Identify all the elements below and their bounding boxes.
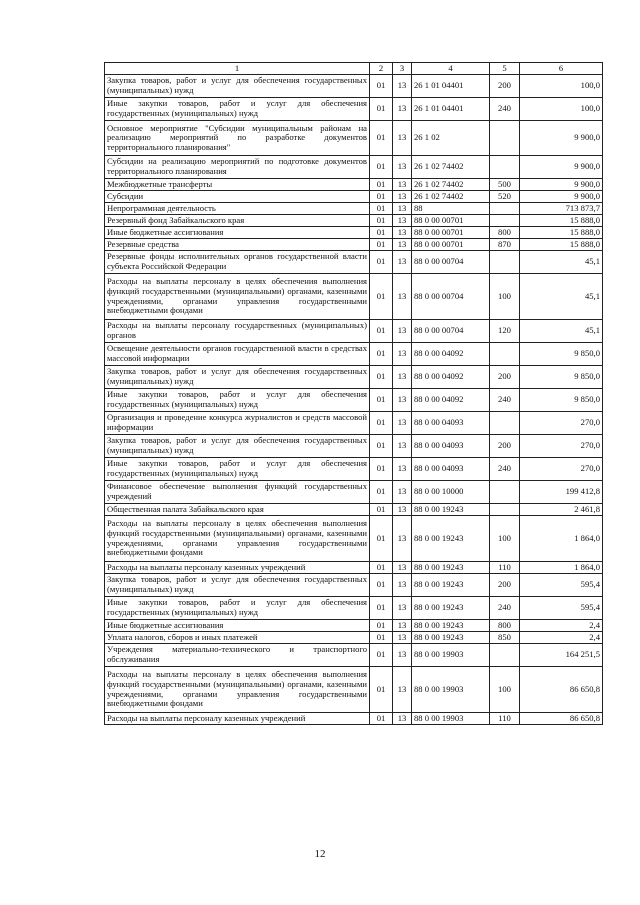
cell-section: 01 bbox=[370, 343, 393, 366]
cell-expense-type: 500 bbox=[490, 179, 520, 191]
table-body bbox=[105, 63, 603, 725]
cell-subsection: 13 bbox=[393, 179, 412, 191]
cell-description: Закупка товаров, работ и услуг для обеспечения государственных (муниципальных) нужд bbox=[105, 366, 370, 389]
header-col-4: 4 bbox=[412, 63, 490, 75]
cell-description: Расходы на выплаты персоналу в целях обеспечения выполнения функций государственными (муниципальными) органами, казенными учреждениями, органами управления государственными внебюджетными фондами bbox=[105, 274, 370, 320]
cell-target-article: 88 0 00 00704 bbox=[412, 274, 490, 320]
table-row bbox=[105, 366, 603, 389]
cell-expense-type bbox=[490, 481, 520, 504]
header-row bbox=[105, 63, 603, 75]
header-col-5: 5 bbox=[490, 63, 520, 75]
cell-description: Иные закупки товаров, работ и услуг для обеспечения государственных (муниципальных) нужд bbox=[105, 98, 370, 121]
cell-target-article: 26 1 02 74402 bbox=[412, 179, 490, 191]
cell-subsection: 13 bbox=[393, 504, 412, 516]
cell-amount: 595,4 bbox=[520, 597, 603, 620]
cell-section: 01 bbox=[370, 504, 393, 516]
cell-amount: 270,0 bbox=[520, 435, 603, 458]
cell-section: 01 bbox=[370, 179, 393, 191]
cell-amount: 2,4 bbox=[520, 632, 603, 644]
cell-description: Расходы на выплаты персоналу казенных учреждений bbox=[105, 562, 370, 574]
cell-description: Организация и проведение конкурса журналистов и средств массовой информации bbox=[105, 412, 370, 435]
cell-description: Иные бюджетные ассигнования bbox=[105, 227, 370, 239]
table-row bbox=[105, 191, 603, 203]
cell-description: Иные закупки товаров, работ и услуг для обеспечения государственных (муниципальных) нужд bbox=[105, 597, 370, 620]
cell-target-article: 88 0 00 04092 bbox=[412, 366, 490, 389]
cell-description: Расходы на выплаты персоналу в целях обеспечения выполнения функций государственными (муниципальными) органами, казенными учреждениями, органами управления государственными внебюджетными фондами bbox=[105, 667, 370, 713]
cell-amount: 1 864,0 bbox=[520, 562, 603, 574]
cell-section: 01 bbox=[370, 713, 393, 725]
table-row bbox=[105, 203, 603, 215]
cell-amount: 9 900,0 bbox=[520, 121, 603, 156]
cell-description: Иные закупки товаров, работ и услуг для обеспечения государственных (муниципальных) нужд bbox=[105, 389, 370, 412]
table-row bbox=[105, 620, 603, 632]
cell-target-article: 88 0 00 04093 bbox=[412, 412, 490, 435]
cell-section: 01 bbox=[370, 389, 393, 412]
cell-target-article: 88 0 00 04093 bbox=[412, 435, 490, 458]
cell-section: 01 bbox=[370, 98, 393, 121]
table-row bbox=[105, 274, 603, 320]
cell-target-article: 88 0 00 00704 bbox=[412, 251, 490, 274]
cell-section: 01 bbox=[370, 251, 393, 274]
cell-subsection: 13 bbox=[393, 516, 412, 562]
cell-expense-type bbox=[490, 215, 520, 227]
header-col-6: 6 bbox=[520, 63, 603, 75]
cell-subsection: 13 bbox=[393, 412, 412, 435]
cell-target-article: 88 0 00 19243 bbox=[412, 620, 490, 632]
cell-target-article: 26 1 02 bbox=[412, 121, 490, 156]
cell-description: Расходы на выплаты персоналу государственных (муниципальных) органов bbox=[105, 320, 370, 343]
cell-subsection: 13 bbox=[393, 98, 412, 121]
cell-expense-type bbox=[490, 251, 520, 274]
cell-expense-type: 100 bbox=[490, 274, 520, 320]
cell-section: 01 bbox=[370, 644, 393, 667]
cell-description: Учреждения материально-технического и транспортного обслуживания bbox=[105, 644, 370, 667]
cell-description: Закупка товаров, работ и услуг для обеспечения государственных (муниципальных) нужд bbox=[105, 435, 370, 458]
cell-section: 01 bbox=[370, 75, 393, 98]
page-number: 12 bbox=[314, 848, 326, 860]
cell-amount: 9 850,0 bbox=[520, 366, 603, 389]
cell-target-article: 88 0 00 19243 bbox=[412, 632, 490, 644]
table-row bbox=[105, 435, 603, 458]
cell-subsection: 13 bbox=[393, 389, 412, 412]
cell-section: 01 bbox=[370, 574, 393, 597]
table-row bbox=[105, 713, 603, 725]
cell-target-article: 88 0 00 04092 bbox=[412, 343, 490, 366]
cell-amount: 45,1 bbox=[520, 251, 603, 274]
cell-description: Субсидии на реализацию мероприятий по подготовке документов территориального планирования bbox=[105, 156, 370, 179]
cell-section: 01 bbox=[370, 227, 393, 239]
cell-expense-type: 200 bbox=[490, 75, 520, 98]
cell-section: 01 bbox=[370, 121, 393, 156]
cell-expense-type: 800 bbox=[490, 227, 520, 239]
cell-subsection: 13 bbox=[393, 274, 412, 320]
cell-target-article: 88 0 00 19243 bbox=[412, 516, 490, 562]
cell-section: 01 bbox=[370, 366, 393, 389]
cell-expense-type: 240 bbox=[490, 458, 520, 481]
cell-subsection: 13 bbox=[393, 435, 412, 458]
table-row bbox=[105, 121, 603, 156]
cell-amount: 9 850,0 bbox=[520, 343, 603, 366]
cell-target-article: 88 0 00 00704 bbox=[412, 320, 490, 343]
cell-amount: 15 888,0 bbox=[520, 239, 603, 251]
cell-section: 01 bbox=[370, 516, 393, 562]
table-row bbox=[105, 481, 603, 504]
table-row bbox=[105, 251, 603, 274]
table-row bbox=[105, 667, 603, 713]
cell-expense-type: 200 bbox=[490, 574, 520, 597]
cell-amount: 86 650,8 bbox=[520, 667, 603, 713]
cell-subsection: 13 bbox=[393, 239, 412, 251]
cell-subsection: 13 bbox=[393, 644, 412, 667]
cell-expense-type: 110 bbox=[490, 713, 520, 725]
cell-subsection: 13 bbox=[393, 75, 412, 98]
cell-section: 01 bbox=[370, 597, 393, 620]
cell-subsection: 13 bbox=[393, 227, 412, 239]
cell-subsection: 13 bbox=[393, 458, 412, 481]
cell-target-article: 88 0 00 00701 bbox=[412, 239, 490, 251]
cell-description: Резервные средства bbox=[105, 239, 370, 251]
cell-description: Общественная палата Забайкальского края bbox=[105, 504, 370, 516]
cell-amount: 86 650,8 bbox=[520, 713, 603, 725]
cell-expense-type bbox=[490, 644, 520, 667]
cell-section: 01 bbox=[370, 412, 393, 435]
table-row bbox=[105, 632, 603, 644]
table-row bbox=[105, 179, 603, 191]
cell-target-article: 26 1 02 74402 bbox=[412, 156, 490, 179]
cell-subsection: 13 bbox=[393, 574, 412, 597]
cell-target-article: 88 0 00 19243 bbox=[412, 504, 490, 516]
header-col-2: 2 bbox=[370, 63, 393, 75]
cell-subsection: 13 bbox=[393, 320, 412, 343]
cell-description: Иные бюджетные ассигнования bbox=[105, 620, 370, 632]
cell-amount: 270,0 bbox=[520, 412, 603, 435]
cell-amount: 100,0 bbox=[520, 75, 603, 98]
table-row bbox=[105, 239, 603, 251]
cell-description: Иные закупки товаров, работ и услуг для обеспечения государственных (муниципальных) нужд bbox=[105, 458, 370, 481]
cell-expense-type bbox=[490, 203, 520, 215]
cell-target-article: 88 0 00 04092 bbox=[412, 389, 490, 412]
cell-subsection: 13 bbox=[393, 121, 412, 156]
cell-description: Расходы на выплаты персоналу в целях обеспечения выполнения функций государственными (муниципальными) органами, казенными учреждениями, органами управления государственными внебюджетными фондами bbox=[105, 516, 370, 562]
table-row bbox=[105, 343, 603, 366]
cell-subsection: 13 bbox=[393, 366, 412, 389]
cell-section: 01 bbox=[370, 667, 393, 713]
cell-subsection: 13 bbox=[393, 667, 412, 713]
cell-description: Закупка товаров, работ и услуг для обеспечения государственных (муниципальных) нужд bbox=[105, 574, 370, 597]
table-row bbox=[105, 562, 603, 574]
cell-subsection: 13 bbox=[393, 620, 412, 632]
cell-amount: 1 864,0 bbox=[520, 516, 603, 562]
cell-target-article: 26 1 01 04401 bbox=[412, 98, 490, 121]
cell-description: Расходы на выплаты персоналу казенных учреждений bbox=[105, 713, 370, 725]
cell-expense-type: 110 bbox=[490, 562, 520, 574]
cell-section: 01 bbox=[370, 632, 393, 644]
table-row bbox=[105, 644, 603, 667]
cell-expense-type: 120 bbox=[490, 320, 520, 343]
cell-target-article: 88 0 00 00701 bbox=[412, 227, 490, 239]
table-row bbox=[105, 516, 603, 562]
cell-amount: 45,1 bbox=[520, 274, 603, 320]
cell-target-article: 88 0 00 10000 bbox=[412, 481, 490, 504]
cell-subsection: 13 bbox=[393, 632, 412, 644]
header-col-3: 3 bbox=[393, 63, 412, 75]
cell-expense-type: 240 bbox=[490, 98, 520, 121]
cell-section: 01 bbox=[370, 191, 393, 203]
cell-expense-type: 200 bbox=[490, 366, 520, 389]
cell-description: Основное мероприятие "Субсидии муниципальным районам на реализацию мероприятий по разработке документов территориального планирования" bbox=[105, 121, 370, 156]
cell-description: Освещение деятельности органов государственной власти в средствах массовой информации bbox=[105, 343, 370, 366]
cell-target-article: 88 0 00 00701 bbox=[412, 215, 490, 227]
table-row bbox=[105, 504, 603, 516]
cell-expense-type: 520 bbox=[490, 191, 520, 203]
cell-description: Уплата налогов, сборов и иных платежей bbox=[105, 632, 370, 644]
table-row bbox=[105, 75, 603, 98]
table-row bbox=[105, 412, 603, 435]
cell-section: 01 bbox=[370, 215, 393, 227]
cell-expense-type bbox=[490, 156, 520, 179]
cell-target-article: 88 0 00 19243 bbox=[412, 574, 490, 597]
cell-expense-type bbox=[490, 504, 520, 516]
cell-expense-type: 240 bbox=[490, 597, 520, 620]
cell-target-article: 26 1 01 04401 bbox=[412, 75, 490, 98]
cell-target-article: 88 0 00 19243 bbox=[412, 562, 490, 574]
header-col-1: 1 bbox=[105, 63, 370, 75]
cell-amount: 9 900,0 bbox=[520, 156, 603, 179]
cell-description: Межбюджетные трансферты bbox=[105, 179, 370, 191]
cell-amount: 713 873,7 bbox=[520, 203, 603, 215]
table-row bbox=[105, 574, 603, 597]
table-row bbox=[105, 156, 603, 179]
cell-description: Непрограммная деятельность bbox=[105, 203, 370, 215]
cell-subsection: 13 bbox=[393, 713, 412, 725]
cell-target-article: 88 0 00 19903 bbox=[412, 713, 490, 725]
cell-amount: 100,0 bbox=[520, 98, 603, 121]
cell-expense-type: 200 bbox=[490, 435, 520, 458]
budget-table bbox=[104, 62, 603, 725]
cell-amount: 9 850,0 bbox=[520, 389, 603, 412]
table-row bbox=[105, 597, 603, 620]
cell-section: 01 bbox=[370, 239, 393, 251]
cell-amount: 270,0 bbox=[520, 458, 603, 481]
cell-expense-type: 100 bbox=[490, 667, 520, 713]
cell-section: 01 bbox=[370, 203, 393, 215]
cell-subsection: 13 bbox=[393, 156, 412, 179]
cell-amount: 45,1 bbox=[520, 320, 603, 343]
cell-target-article: 88 0 00 04093 bbox=[412, 458, 490, 481]
cell-amount: 595,4 bbox=[520, 574, 603, 597]
cell-section: 01 bbox=[370, 435, 393, 458]
cell-expense-type bbox=[490, 343, 520, 366]
cell-subsection: 13 bbox=[393, 215, 412, 227]
cell-target-article: 88 bbox=[412, 203, 490, 215]
cell-amount: 9 900,0 bbox=[520, 179, 603, 191]
table-row bbox=[105, 320, 603, 343]
cell-description: Финансовое обеспечение выполнения функций государственных учреждений bbox=[105, 481, 370, 504]
cell-amount: 15 888,0 bbox=[520, 227, 603, 239]
cell-subsection: 13 bbox=[393, 343, 412, 366]
cell-subsection: 13 bbox=[393, 203, 412, 215]
cell-amount: 199 412,8 bbox=[520, 481, 603, 504]
table-row bbox=[105, 98, 603, 121]
cell-expense-type: 800 bbox=[490, 620, 520, 632]
cell-description: Субсидии bbox=[105, 191, 370, 203]
cell-description: Резервные фонды исполнительных органов государственной власти субъекта Российской Федерации bbox=[105, 251, 370, 274]
cell-section: 01 bbox=[370, 620, 393, 632]
cell-section: 01 bbox=[370, 458, 393, 481]
cell-target-article: 26 1 02 74402 bbox=[412, 191, 490, 203]
table-row bbox=[105, 458, 603, 481]
cell-target-article: 88 0 00 19903 bbox=[412, 644, 490, 667]
table-row bbox=[105, 227, 603, 239]
cell-subsection: 13 bbox=[393, 481, 412, 504]
cell-subsection: 13 bbox=[393, 191, 412, 203]
cell-target-article: 88 0 00 19903 bbox=[412, 667, 490, 713]
cell-expense-type bbox=[490, 121, 520, 156]
cell-subsection: 13 bbox=[393, 597, 412, 620]
cell-section: 01 bbox=[370, 320, 393, 343]
cell-expense-type: 850 bbox=[490, 632, 520, 644]
cell-subsection: 13 bbox=[393, 562, 412, 574]
table-row bbox=[105, 215, 603, 227]
cell-amount: 15 888,0 bbox=[520, 215, 603, 227]
cell-amount: 2,4 bbox=[520, 620, 603, 632]
cell-description: Закупка товаров, работ и услуг для обеспечения государственных (муниципальных) нужд bbox=[105, 75, 370, 98]
cell-section: 01 bbox=[370, 481, 393, 504]
cell-subsection: 13 bbox=[393, 251, 412, 274]
cell-section: 01 bbox=[370, 156, 393, 179]
cell-section: 01 bbox=[370, 274, 393, 320]
cell-expense-type: 100 bbox=[490, 516, 520, 562]
cell-expense-type: 240 bbox=[490, 389, 520, 412]
cell-amount: 9 900,0 bbox=[520, 191, 603, 203]
cell-expense-type: 870 bbox=[490, 239, 520, 251]
cell-section: 01 bbox=[370, 562, 393, 574]
cell-amount: 164 251,5 bbox=[520, 644, 603, 667]
table-row bbox=[105, 389, 603, 412]
cell-description: Резервный фонд Забайкальского края bbox=[105, 215, 370, 227]
cell-expense-type bbox=[490, 412, 520, 435]
cell-amount: 2 461,8 bbox=[520, 504, 603, 516]
cell-target-article: 88 0 00 19243 bbox=[412, 597, 490, 620]
